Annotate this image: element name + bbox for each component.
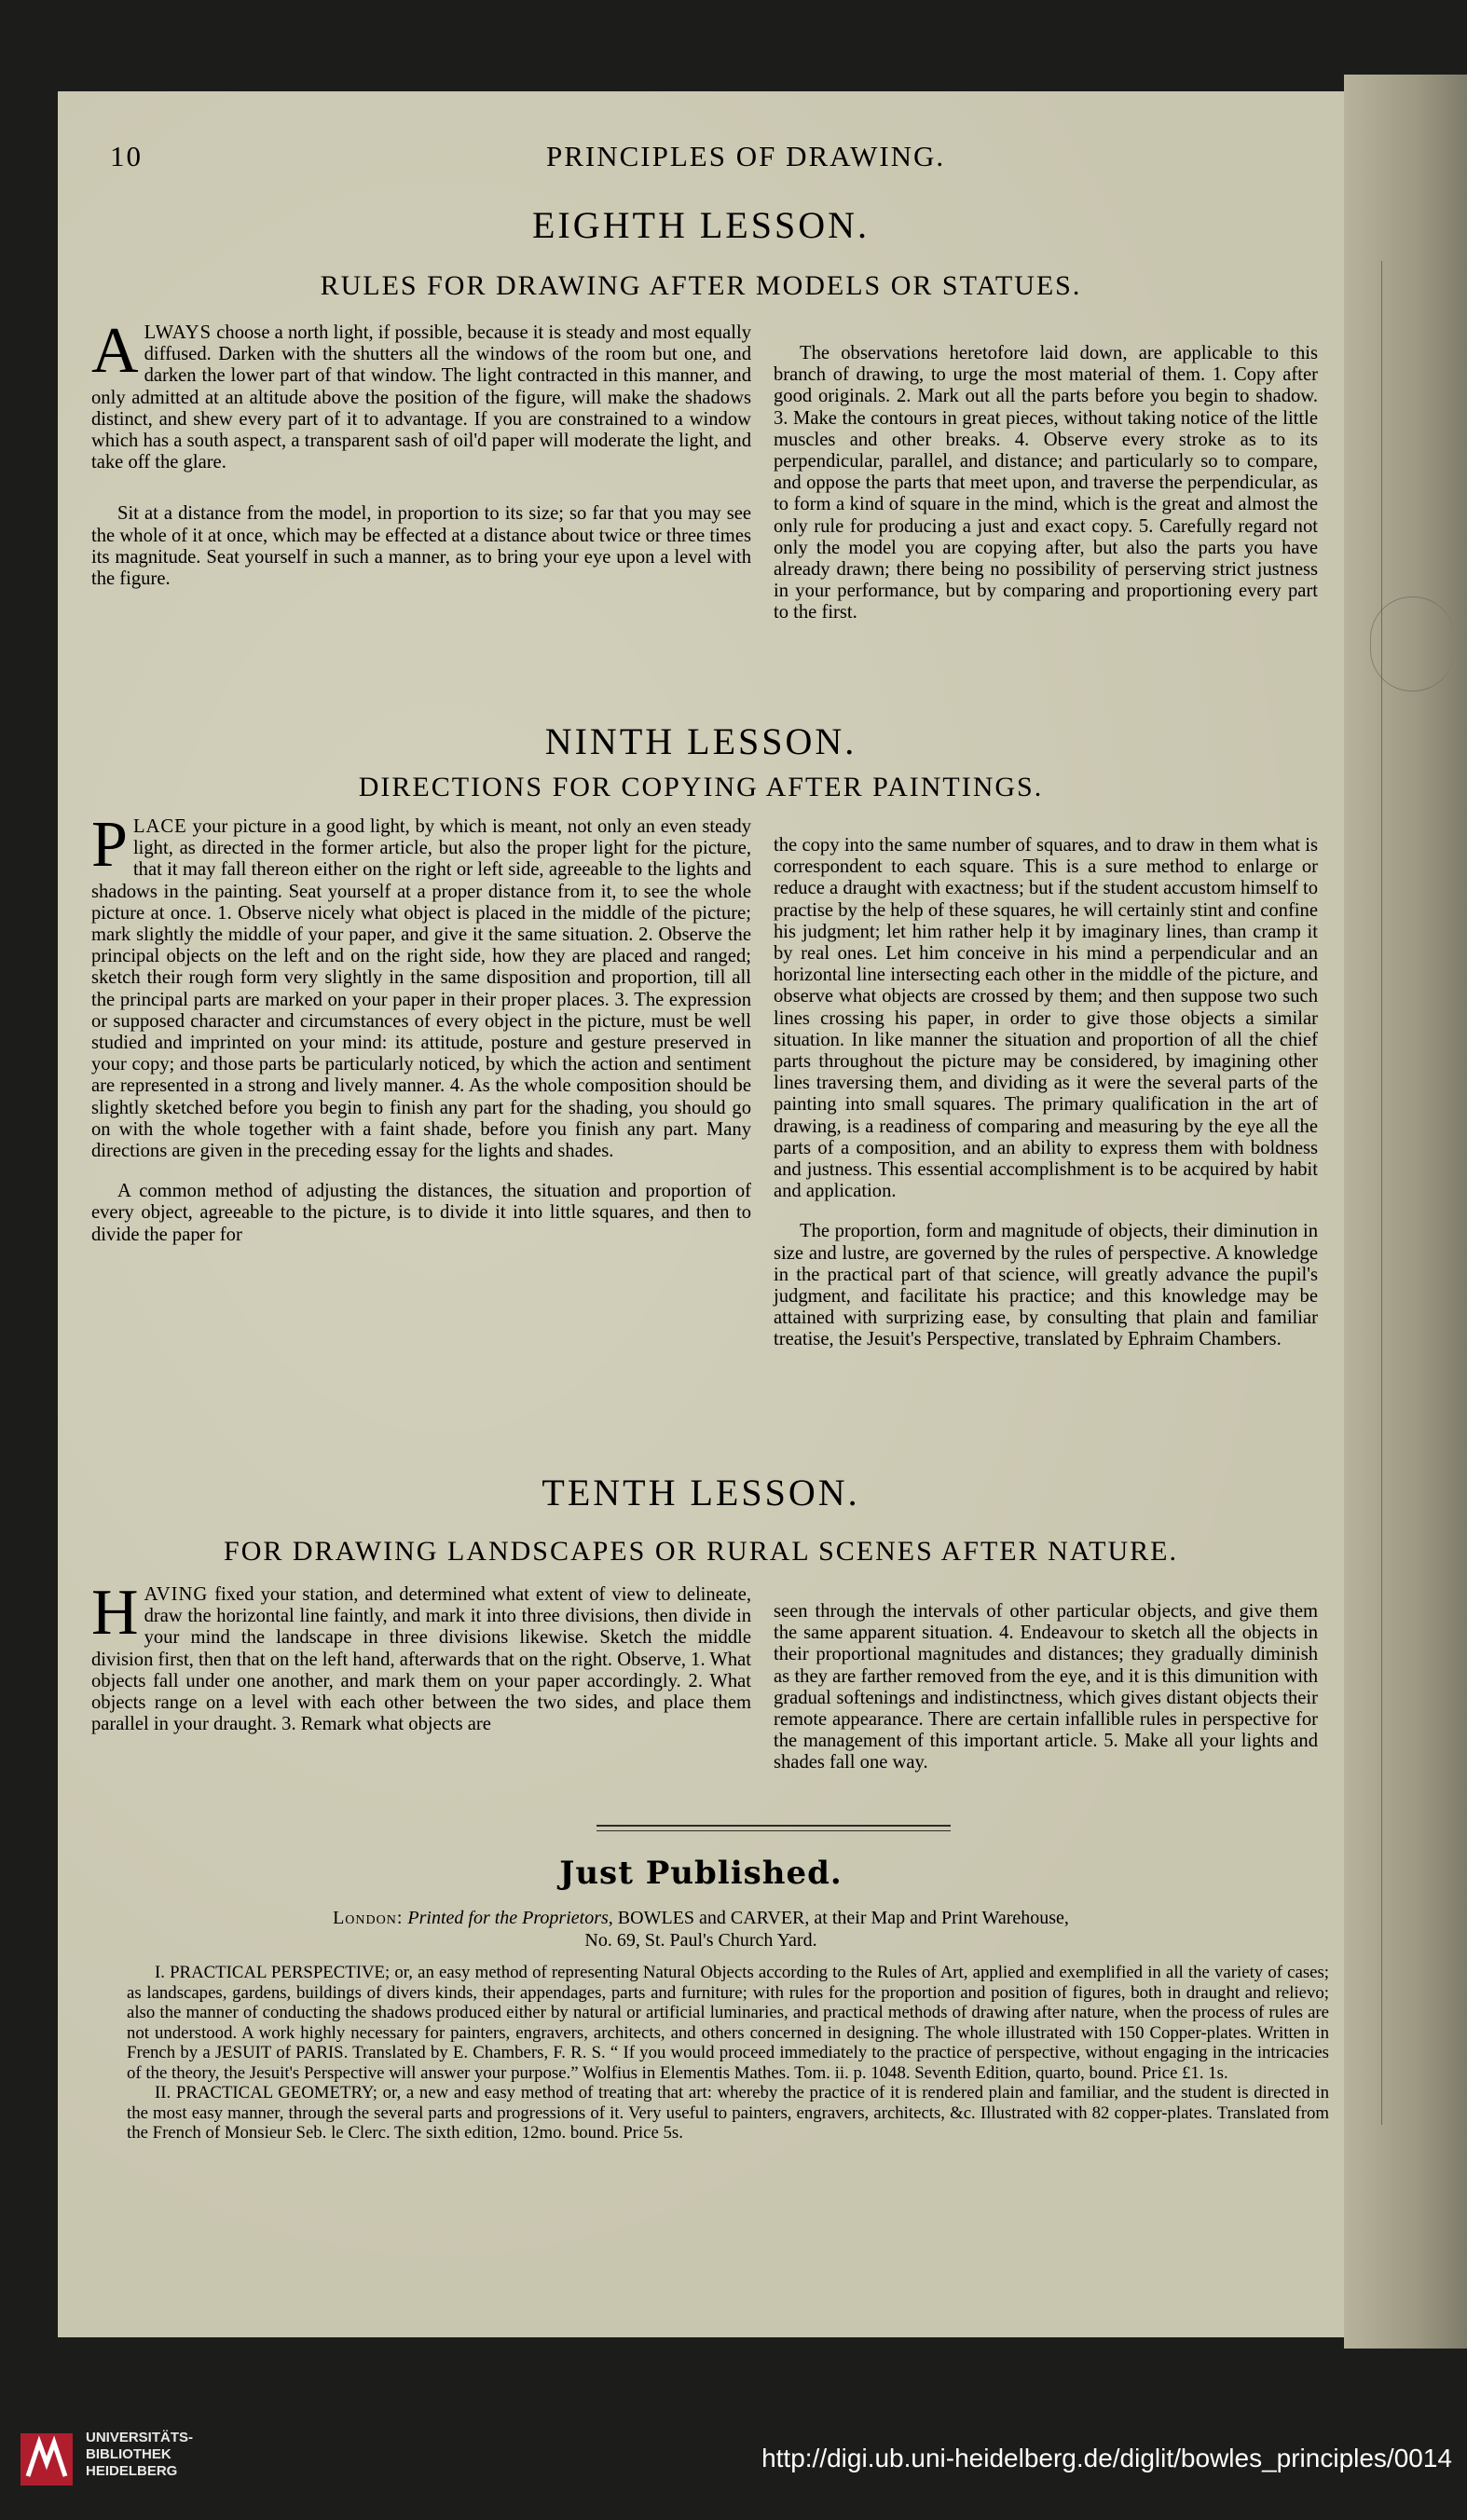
paragraph: The proportion, form and magnitude of objects, their diminution in size and lustre, are governed by the rules of perspective. A knowledge in the practical part of that science, will greatly advance the pupil's judgment, and facilitate his practice; and this knowledge may be attained with surprizing ease, by consulting that plain and familiar treatise, the Jesuit's Perspective, translated by Ephraim Chambers.: [774, 1221, 1318, 1350]
paragraph: choose a north light, if possible, because it is steady and most equally diffused. Darken with the shutters all the windows of the room but one, and darken the lower part of that window. The light contracted in this manner, and only admitted at an altitude above the position of the figure, will make the shadows distinct, and shew every part of it to advantage. If you are constrained to a window which has a south aspect, a transparent sash of oil'd paper will moderate the light, and take off the glare.: [91, 322, 751, 473]
advertisements: [127, 1963, 1329, 2143]
paragraph: Sit at a distance from the model, in proportion to its size; so far that you may see the whole of it at once, which may be effected at a distance about twice or three times its magnitude. Seat yourself in such a manner, as to bring your eye upon a level with the figure.: [91, 503, 751, 590]
imprint-label: London:: [333, 1908, 404, 1928]
lesson10-left-column: [91, 1577, 751, 1754]
lesson8-left-column: [91, 315, 751, 609]
lead-word: LACE: [132, 816, 187, 837]
lesson9-right-column: [774, 835, 1318, 1370]
lead-word: LWAYS: [144, 322, 213, 343]
dropcap: A: [91, 315, 139, 387]
advertisement: II. PRACTICAL GEOMETRY; or, a new and easy method of treating that art: whereby the practice of it is rendered plain and familiar, and the student is directed in the most easy manner, through the several parts and progressions of it. Very useful to painters, engravers, architects, &c. Illustrated with 82 copper-plates. Translated from the French of Monsieur Seb. le Clerc. The sixth edition, 12mo. bound. Price 5s.: [127, 2083, 1329, 2143]
imprint-address: No. 69, St. Paul's Church Yard.: [584, 1930, 817, 1951]
paragraph: seen through the intervals of other particular objects, and give them the same apparent situation. 4. Endeavour to sketch all the objects in their proportional magnitudes and distances; they gradually diminish as they are farther removed from the eye, and it is this dimunition with gradual softenings and indistinctness, which gives distant objects their remote appearance. There are certain infallible rules in perspective for the management of this important article. 5. Make all your lights and shades fall one way.: [774, 1601, 1318, 1774]
imprint-italic: Printed for the Proprietors,: [407, 1908, 613, 1928]
lesson10-right-column: [774, 1601, 1318, 1793]
lesson9-subtitle: DIRECTIONS FOR COPYING AFTER PAINTINGS.: [358, 772, 1044, 802]
paragraph: A common method of adjusting the distances, the situation and proportion of every object, agreeable to the picture, is to divide it into little squares, and then to divide the paper for: [91, 1181, 751, 1245]
lesson9-left-column: [91, 809, 751, 1265]
running-title: PRINCIPLES OF DRAWING.: [546, 140, 946, 172]
dropcap: H: [91, 1577, 139, 1649]
imprint-publisher: BOWLES and CARVER, at their Map and Print Warehouse,: [617, 1908, 1069, 1928]
paragraph: fixed your station, and determined what extent of view to delineate, draw the horizontal line faintly, and mark it into three divisions, then divide in your mind the landscape in three divisions likewise. Sketch the middle division first, then that on the left hand, afterwards that on the right. Observe, 1. What objects fall under one another, and mark them on your paper accordingly. 2. What objects range on a level with each other between the two sides, and place them parallel in your draught. 3. Remark what objects are: [91, 1584, 751, 1735]
advertisement: I. PRACTICAL PERSPECTIVE; or, an easy method of representing Natural Objects according to the Rules of Art, applied and exemplified in all the variety of cases; as landscapes, gardens, buildings of divers kinds, their appendages, parts and furniture; with rules for the proportion and position of figures, both in draught and relievo; also the manner of conducting the shadows produced either by natural or artificial luminaries, and practical methods of drawing after nature, when the process of rules are not understood. A work highly necessary for painters, engravers, architects, and others concerned in designing. The whole illustrated with 150 Copper-plates. Written in French by a JESUIT of PARIS. Translated by E. Chambers, F. R. S. “ If you would proceed immediately to the practice of perspective, without engaging in the intricacies of the theory, the Jesuit's Perspective will answer your purpose.” Wolfius in Elementis Mathes. Tom. ii. p. 1048. Seventh Edition, quarto, bound. Price £1. 1s.: [127, 1963, 1329, 2083]
lesson8-right-column: [774, 343, 1318, 643]
lesson10-subtitle: FOR DRAWING LANDSCAPES OR RURAL SCENES AFTER NATURE.: [224, 1536, 1178, 1567]
paragraph: The observations heretofore laid down, are applicable to this branch of drawing, to urge the most material of them. 1. Copy after good originals. 2. Mark out all the parts before you begin to shadow. 3. Make the contours in great pieces, without taking notice of the little muscles and other breaks. 4. Observe every stroke as to its perpendicular, parallel, and distance; and particularly so to compare, and oppose the parts that meet upon, and traverse the perpendicular, as to form a kind of square in the mind, which is the great and almost the only rule for producing a just and exact copy. 5. Carefully regard not only the model you are copying after, but also the parts you have already drawn; there being no possibility of perserving strict justness in your performance, but by comparing and proportioning every part to the first.: [774, 343, 1318, 623]
pencil-mark: [1370, 596, 1455, 692]
source-url-link[interactable]: http://digi.ub.uni-heidelberg.de/diglit/bowles_principles/0014: [761, 2444, 1452, 2472]
lesson8-subtitle: RULES FOR DRAWING AFTER MODELS OR STATUES.: [320, 270, 1082, 301]
paragraph: your picture in a good light, by which is meant, not only an even steady light, as directed in the former article, but also the proper light for the picture, that it may fall thereon either on the right or left side, agreeable to the lights and shadows in the painting. Seat yourself at a proper distance from it, to see the whole picture at once. 1. Observe nicely what object is placed in the middle of the picture; mark slightly the middle of your paper, and give it the same situation. 2. Observe the principal objects on the left and on the right side, how they are placed and ranged; sketch their rough form very slightly in the same disposition and proportion, till all the principal parts are marked on your paper in their proper places. 3. The expression or supposed character and circumstances of every object in the picture, must be well studied and imprinted on your mind: its attitude, posture and gesture preserved in your copy; and those parts be particularly noticed, by which the action and sentiment are represented in a strong and lively manner. 4. As the whole composition should be slightly sketched before you begin to finish any part for the shading, you should go on with the whole together with a faint shade, before you finish any part. Many directions are given in the preceding essay for the lights and shades.: [91, 816, 751, 1162]
imprint: [58, 1907, 1344, 1952]
section-rule: [596, 1825, 951, 1831]
book-spine: [1344, 75, 1467, 2349]
just-published-heading: Just Published.: [559, 1855, 843, 1892]
university-library-logo-icon: [17, 2430, 76, 2489]
lesson10-title: TENTH LESSON.: [542, 1472, 860, 1513]
paragraph: the copy into the same number of squares, and to draw in them what is correspondent to each square. This is a sure method to enlarge or reduce a draught with exactness; but if the student accustom himself to practise by the help of these squares, he will certainly stint and confine his judgment; let him rather help it by imaginary lines, than cramp it by real ones. Let him conceive in his mind a perpendicular and an horizontal line intersecting each other in the middle of the picture, and observe what objects are crossed by them; and then suppose two such lines crossing his paper, in order to give those objects a similar situation. In like manner the situation and proportion of all the chief parts throughout the picture may be considered, by imagining other lines traversing them, and dividing as it were the several parts of the painting into small squares. The primary qualification in the art of drawing, is a readiness of comparing and measuring by the eye all the parts of a composition, and an ability to express them with boldness and justness. This essential accomplishment is to be acquired by habit and application.: [774, 835, 1318, 1202]
institution-name: UNIVERSITÄTS- BIBLIOTHEK HEIDELBERG: [86, 2430, 194, 2479]
page-number: 10: [110, 140, 143, 172]
lead-word: AVING: [144, 1584, 209, 1605]
lesson9-title: NINTH LESSON.: [544, 720, 857, 762]
dropcap: P: [91, 809, 128, 881]
lesson8-title: EIGHTH LESSON.: [532, 204, 870, 246]
